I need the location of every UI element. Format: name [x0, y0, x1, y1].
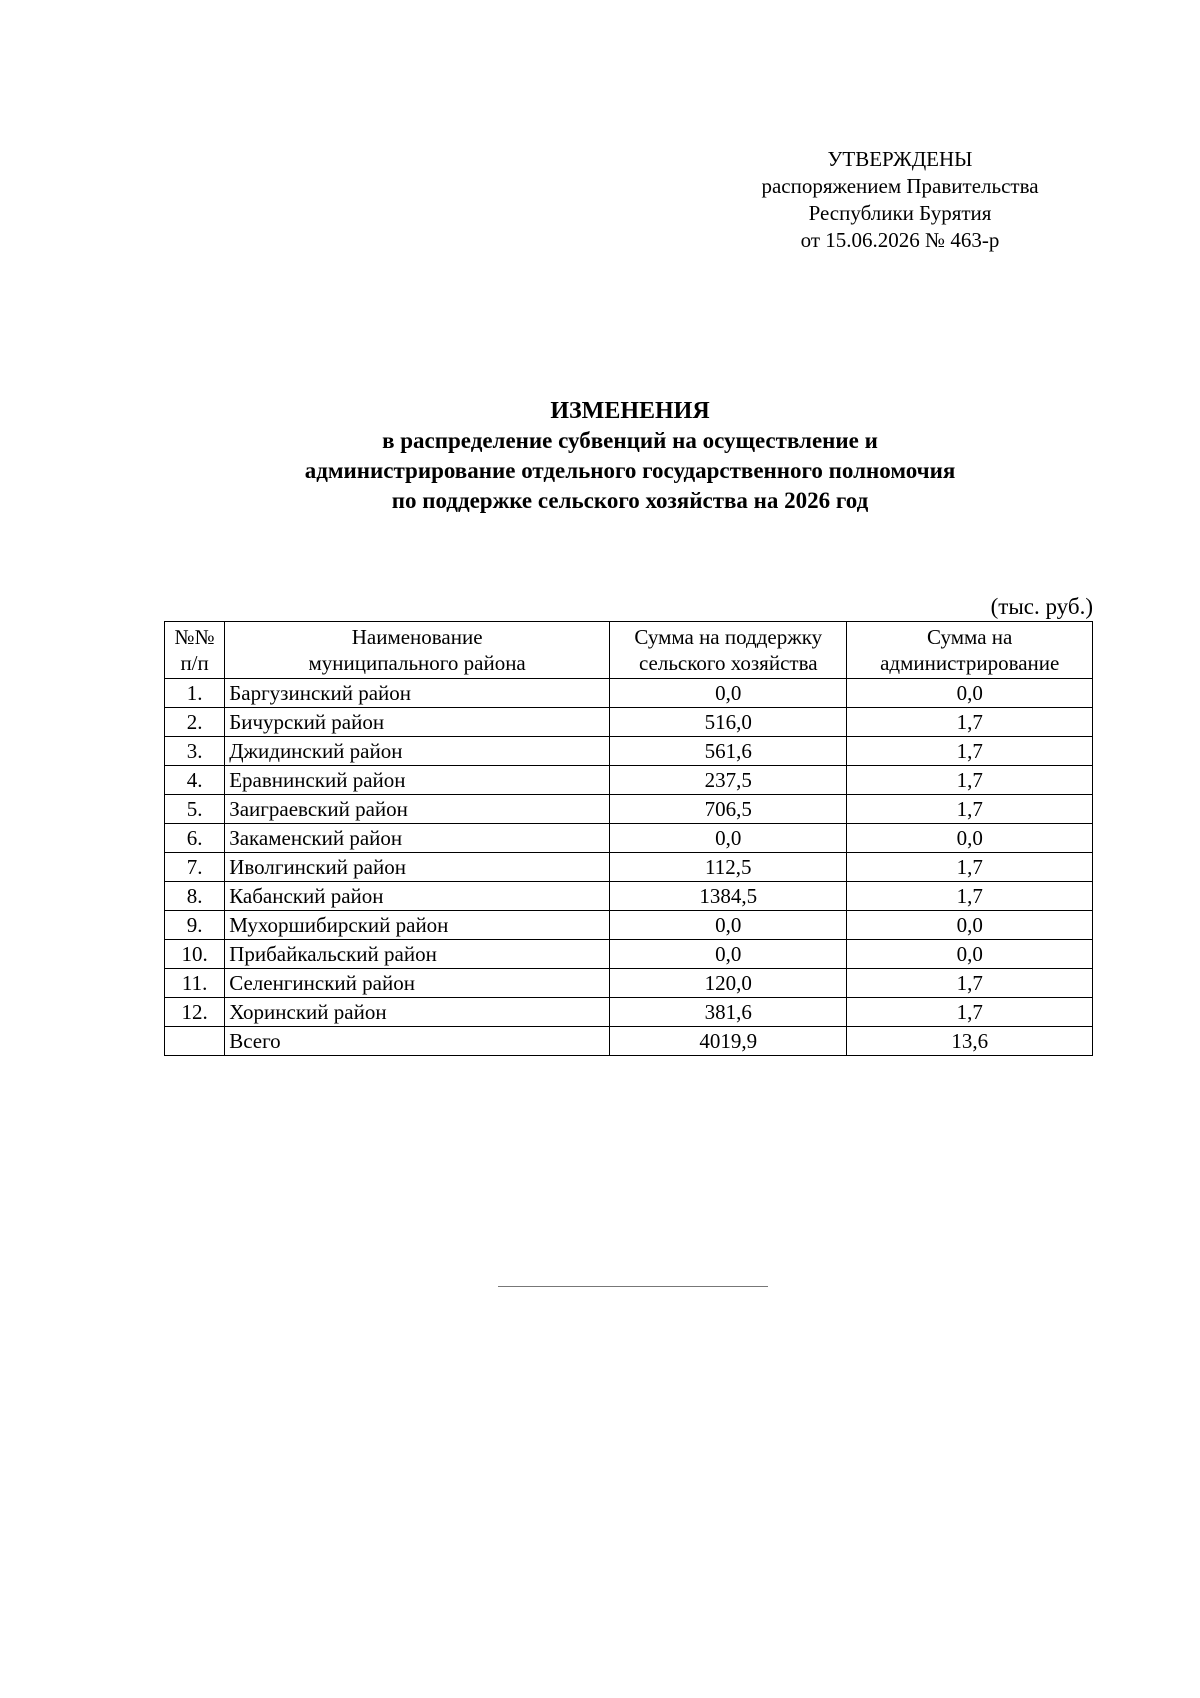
table-row: [165, 708, 1093, 737]
table-row: [165, 824, 1093, 853]
table-row: [165, 940, 1093, 969]
table-row: [165, 998, 1093, 1027]
cell-num: [165, 1027, 225, 1056]
document-title: [120, 396, 1140, 516]
title-line-3: по поддержке сельского хозяйства на 2026 год: [391, 488, 869, 513]
title-line-2: администрирование отдельного государственного полномочия: [304, 458, 956, 483]
cell-num: 7.: [165, 853, 225, 882]
cell-sum: 0,0: [610, 824, 847, 853]
cell-adm: 13,6: [847, 1027, 1093, 1056]
cell-name: Хоринский район: [225, 998, 610, 1027]
cell-name: Иволгинский район: [225, 853, 610, 882]
cell-name: Кабанский район: [225, 882, 610, 911]
cell-adm: 0,0: [847, 679, 1093, 708]
cell-adm: 1,7: [847, 795, 1093, 824]
cell-adm: 1,7: [847, 708, 1093, 737]
table-row: [165, 911, 1093, 940]
distribution-table: [164, 621, 1093, 1056]
cell-num: 5.: [165, 795, 225, 824]
table-body: [165, 679, 1093, 1056]
cell-sum: 706,5: [610, 795, 847, 824]
cell-num: 2.: [165, 708, 225, 737]
title-main: ИЗМЕНЕНИЯ: [550, 398, 710, 424]
cell-num: 9.: [165, 911, 225, 940]
approval-line-2: распоряжением Правительства: [761, 174, 1039, 198]
cell-sum: 381,6: [610, 998, 847, 1027]
header-adm-line-1: Сумма на: [927, 625, 1013, 649]
cell-adm: 1,7: [847, 998, 1093, 1027]
cell-name: Бичурский район: [225, 708, 610, 737]
footer-divider: [498, 1286, 768, 1287]
cell-num: 4.: [165, 766, 225, 795]
cell-sum: 561,6: [610, 737, 847, 766]
cell-num: 6.: [165, 824, 225, 853]
cell-adm: 1,7: [847, 853, 1093, 882]
cell-name: Всего: [225, 1027, 610, 1056]
title-line-1: в распределение субвенций на осуществление и: [382, 428, 878, 453]
table-header-row: [165, 622, 1093, 679]
header-sum-line-2: сельского хозяйства: [638, 651, 818, 675]
approval-line-4: от 15.06.2026 № 463-р: [800, 228, 1000, 252]
cell-name: Заиграевский район: [225, 795, 610, 824]
cell-adm: 0,0: [847, 911, 1093, 940]
cell-name: Селенгинский район: [225, 969, 610, 998]
cell-sum: 0,0: [610, 911, 847, 940]
table-row: [165, 679, 1093, 708]
cell-name: Прибайкальский район: [225, 940, 610, 969]
table-row: [165, 766, 1093, 795]
table-row: [165, 737, 1093, 766]
cell-adm: 1,7: [847, 737, 1093, 766]
header-num-line-1: №№: [174, 625, 215, 649]
header-name-line-2: муниципального района: [308, 651, 526, 675]
header-num: [165, 622, 225, 679]
cell-name: Мухоршибирский район: [225, 911, 610, 940]
cell-num: 8.: [165, 882, 225, 911]
cell-num: 12.: [165, 998, 225, 1027]
table-total-row: [165, 1027, 1093, 1056]
header-adm-line-2: администрирование: [880, 651, 1060, 675]
cell-num: 1.: [165, 679, 225, 708]
approval-line-1: УТВЕРЖДЕНЫ: [827, 147, 973, 171]
header-sum-line-1: Сумма на поддержку: [634, 625, 823, 649]
table-row: [165, 853, 1093, 882]
cell-num: 3.: [165, 737, 225, 766]
cell-name: Джидинский район: [225, 737, 610, 766]
approval-block: [700, 146, 1100, 254]
cell-sum: 0,0: [610, 940, 847, 969]
cell-adm: 1,7: [847, 766, 1093, 795]
cell-adm: 1,7: [847, 882, 1093, 911]
cell-adm: 0,0: [847, 940, 1093, 969]
cell-num: 10.: [165, 940, 225, 969]
units-label: (тыс. руб.): [990, 594, 1093, 619]
table-row: [165, 969, 1093, 998]
table-row: [165, 795, 1093, 824]
header-name-line-1: Наименование: [351, 625, 483, 649]
cell-num: 11.: [165, 969, 225, 998]
header-num-line-2: п/п: [180, 651, 209, 675]
cell-sum: 516,0: [610, 708, 847, 737]
cell-adm: 1,7: [847, 969, 1093, 998]
cell-name: Баргузинский район: [225, 679, 610, 708]
approval-line-3: Республики Бурятия: [808, 201, 992, 225]
cell-name: Еравнинский район: [225, 766, 610, 795]
header-sum: [610, 622, 847, 679]
cell-sum: 112,5: [610, 853, 847, 882]
cell-sum: 4019,9: [610, 1027, 847, 1056]
cell-sum: 237,5: [610, 766, 847, 795]
header-adm: [847, 622, 1093, 679]
header-name: [225, 622, 610, 679]
cell-sum: 0,0: [610, 679, 847, 708]
table-row: [165, 882, 1093, 911]
cell-sum: 120,0: [610, 969, 847, 998]
cell-adm: 0,0: [847, 824, 1093, 853]
cell-sum: 1384,5: [610, 882, 847, 911]
cell-name: Закаменский район: [225, 824, 610, 853]
